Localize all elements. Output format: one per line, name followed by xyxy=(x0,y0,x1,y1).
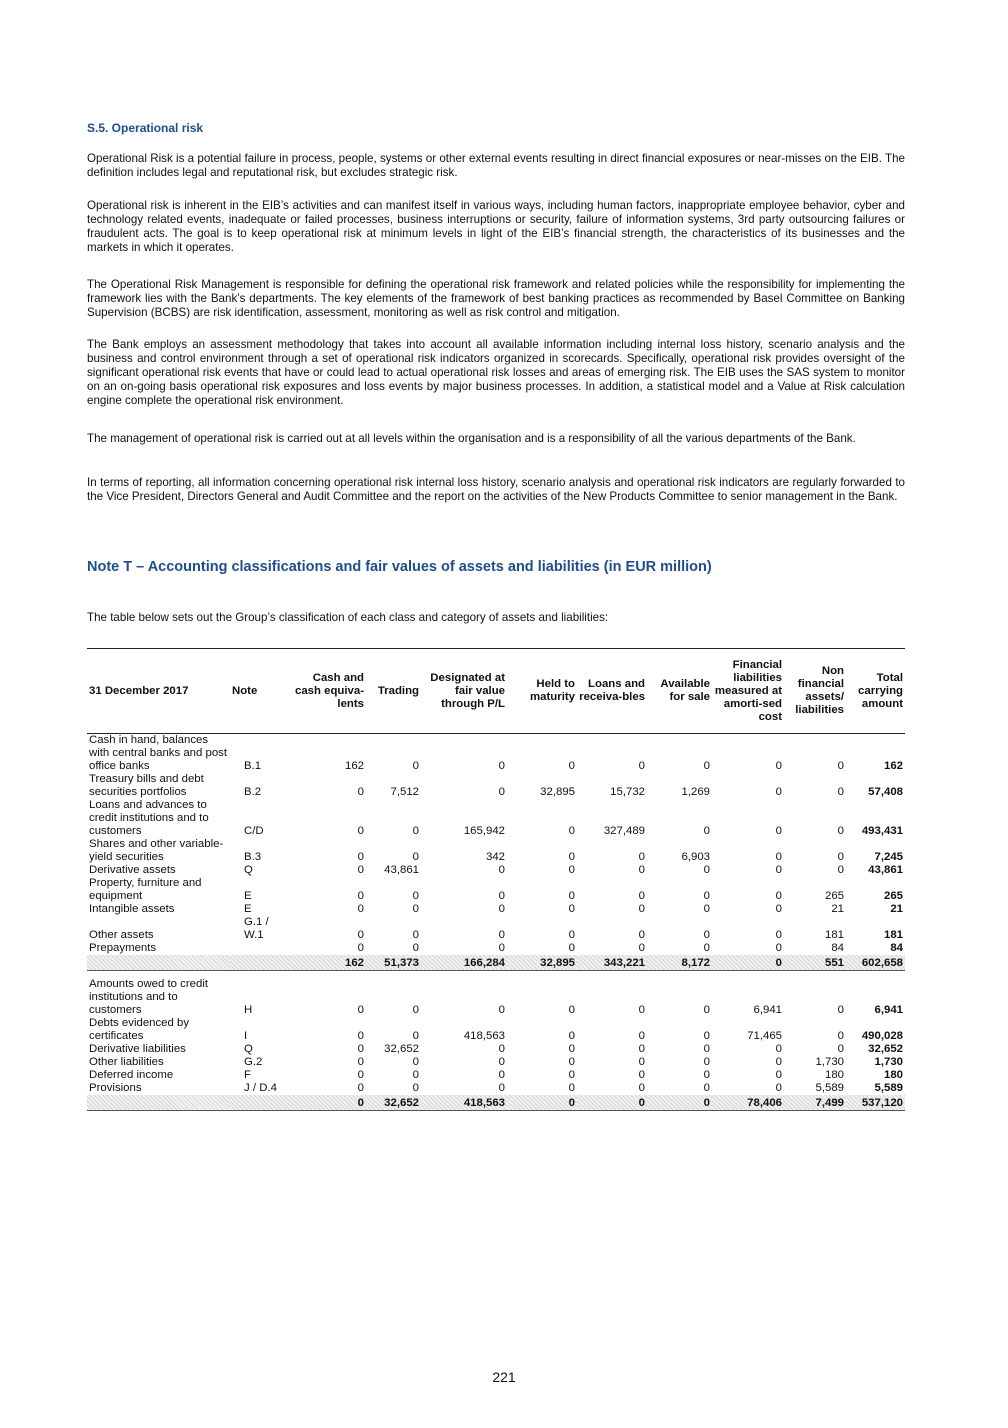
table-row xyxy=(87,773,905,799)
table-cell: 32,652 xyxy=(868,1043,903,1055)
table-cell: 162 xyxy=(344,760,364,772)
table-cell: 0 xyxy=(357,1004,364,1016)
table-cell: 0 xyxy=(638,864,645,876)
total-cell: 162 xyxy=(290,955,366,971)
note-ref: B.2 xyxy=(244,786,262,798)
table-cell: 265 xyxy=(883,890,903,902)
table-cell: 493,431 xyxy=(861,825,903,837)
total-cell: 551 xyxy=(784,955,846,971)
table-cell: 0 xyxy=(638,903,645,915)
table-cell: 6,903 xyxy=(681,851,710,863)
table-cell: 5,589 xyxy=(815,1082,844,1094)
table-row xyxy=(87,1082,905,1095)
table-cell: 0 xyxy=(638,760,645,772)
table-cell: 0 xyxy=(638,851,645,863)
table-cell: 6,941 xyxy=(874,1004,903,1016)
table-cell: 0 xyxy=(775,903,782,915)
table-cell: 0 xyxy=(498,1056,505,1068)
table-row xyxy=(87,1017,905,1043)
table-cell: 0 xyxy=(568,851,575,863)
total-cell: 343,221 xyxy=(577,955,647,971)
table-cell: 0 xyxy=(412,1082,419,1094)
table-row xyxy=(87,1056,905,1069)
table-row xyxy=(87,877,905,903)
row-label: Shares and other variable-yield securities xyxy=(89,838,224,863)
note-ref: F xyxy=(244,1069,251,1081)
table-cell: 0 xyxy=(703,825,710,837)
total-cell: 537,120 xyxy=(846,1095,905,1111)
section-spacer xyxy=(87,971,905,979)
table-cell: 0 xyxy=(568,760,575,772)
table-cell: 0 xyxy=(775,825,782,837)
table-cell: 15,732 xyxy=(610,786,645,798)
table-cell: 7,245 xyxy=(874,851,903,863)
table-cell: 0 xyxy=(357,890,364,902)
column-header: Loans and receiva-bles xyxy=(577,649,647,734)
table-cell: 0 xyxy=(412,1056,419,1068)
column-header: Cash and cash equiva-lents xyxy=(290,649,366,734)
table-cell: 0 xyxy=(638,1030,645,1042)
table-cell: 0 xyxy=(568,1030,575,1042)
table-row xyxy=(87,1043,905,1056)
table-cell: 0 xyxy=(357,1082,364,1094)
table-cell: 0 xyxy=(703,903,710,915)
note-ref: B.3 xyxy=(244,851,262,863)
table-cell: 0 xyxy=(638,942,645,954)
table-cell: 0 xyxy=(412,929,419,941)
note-ref: B.1 xyxy=(244,760,262,772)
table-row xyxy=(87,1069,905,1082)
table-cell: 0 xyxy=(412,942,419,954)
table-header-row xyxy=(87,649,905,734)
table-cell: 0 xyxy=(638,929,645,941)
table-cell: 0 xyxy=(568,1056,575,1068)
table-cell: 0 xyxy=(498,929,505,941)
table-cell: 43,861 xyxy=(868,864,903,876)
table-cell: 0 xyxy=(703,1030,710,1042)
table-cell: 43,861 xyxy=(384,864,419,876)
table-cell: 181 xyxy=(824,929,844,941)
row-label: Deferred income xyxy=(89,1069,174,1081)
table-cell: 0 xyxy=(498,1043,505,1055)
total-cell: 7,499 xyxy=(784,1095,846,1111)
table-cell: 0 xyxy=(837,851,844,863)
table-cell: 0 xyxy=(775,1069,782,1081)
row-label: Loans and advances to credit institutions and to customers xyxy=(89,799,209,837)
table-cell: 0 xyxy=(357,929,364,941)
table-cell: 0 xyxy=(638,1069,645,1081)
section-title: S.5. Operational risk xyxy=(87,121,204,135)
total-cell: 602,658 xyxy=(846,955,905,971)
table-cell: 21 xyxy=(831,903,844,915)
table-cell: 0 xyxy=(703,760,710,772)
row-label: Derivative liabilities xyxy=(89,1043,186,1055)
table-cell: 0 xyxy=(775,864,782,876)
table-cell: 0 xyxy=(703,864,710,876)
table-cell: 57,408 xyxy=(868,786,903,798)
table-cell: 0 xyxy=(638,1056,645,1068)
table-cell: 0 xyxy=(357,1069,364,1081)
table-cell: 84 xyxy=(890,942,903,954)
table-row xyxy=(87,838,905,864)
table-cell: 0 xyxy=(703,1069,710,1081)
column-header: Trading xyxy=(366,649,421,734)
row-label: Derivative assets xyxy=(89,864,176,876)
note-ref: G.2 xyxy=(244,1056,263,1068)
table-cell: 32,895 xyxy=(540,786,575,798)
table-cell: 0 xyxy=(498,942,505,954)
row-label: Provisions xyxy=(89,1082,142,1094)
total-cell: 418,563 xyxy=(421,1095,507,1111)
row-label: Treasury bills and debt securities portfolios xyxy=(89,773,204,798)
table-cell: 0 xyxy=(775,1043,782,1055)
note-ref: G.1 / W.1 xyxy=(244,916,269,941)
row-label: Property, furniture and equipment xyxy=(89,877,202,902)
table-cell: 0 xyxy=(412,1004,419,1016)
table-cell: 0 xyxy=(703,1056,710,1068)
table-cell: 32,652 xyxy=(384,1043,419,1055)
table-cell: 7,512 xyxy=(390,786,419,798)
table-cell: 21 xyxy=(890,903,903,915)
assets-section xyxy=(87,734,905,971)
table-cell: 0 xyxy=(357,1043,364,1055)
total-cell xyxy=(230,1095,290,1111)
table-cell: 0 xyxy=(498,864,505,876)
table-row xyxy=(87,916,905,942)
total-cell: 51,373 xyxy=(366,955,421,971)
table-cell: 0 xyxy=(357,903,364,915)
table-cell: 0 xyxy=(837,825,844,837)
row-label: Amounts owed to credit institutions and to customers xyxy=(89,978,209,1016)
table-cell: 0 xyxy=(568,942,575,954)
row-label: Other assets xyxy=(89,929,154,941)
table-cell: 0 xyxy=(703,1043,710,1055)
table-cell: 0 xyxy=(703,1082,710,1094)
table-cell: 0 xyxy=(357,864,364,876)
table-cell: 0 xyxy=(638,890,645,902)
table-cell: 0 xyxy=(357,786,364,798)
page-number: 221 xyxy=(492,1369,516,1385)
table-cell: 0 xyxy=(498,1004,505,1016)
column-header: Designated at fair value through P/L xyxy=(421,649,507,734)
table-cell: 0 xyxy=(568,1082,575,1094)
fair-value-table xyxy=(87,648,905,1111)
table-cell: 0 xyxy=(357,942,364,954)
table-cell: 342 xyxy=(485,851,505,863)
table-cell: 0 xyxy=(775,1056,782,1068)
note-ref: C/D xyxy=(244,825,264,837)
total-cell: 0 xyxy=(290,1095,366,1111)
paragraph: Operational Risk is a potential failure in process, people, systems or other external events resulting in direct financial exposures or near-misses on the EIB. The definition includes legal and reputational risk, but excludes strategic risk. xyxy=(87,152,905,179)
table-row xyxy=(87,942,905,955)
table-cell: 0 xyxy=(498,786,505,798)
table-cell: 0 xyxy=(703,1004,710,1016)
table-cell: 0 xyxy=(775,786,782,798)
total-row xyxy=(87,1095,905,1111)
table-row xyxy=(87,734,905,774)
table-cell: 0 xyxy=(568,929,575,941)
note-title: Note T – Accounting classifications and fair values of assets and liabilities (in EUR million) xyxy=(87,559,712,575)
row-label: Other liabilities xyxy=(89,1056,164,1068)
row-label: Cash in hand, balances with central banks and post office banks xyxy=(89,734,228,772)
table-cell: 0 xyxy=(775,760,782,772)
total-cell: 166,284 xyxy=(421,955,507,971)
table-intro: The table below sets out the Group’s classification of each class and category of assets and liabilities: xyxy=(87,611,609,624)
table-cell: 6,941 xyxy=(753,1004,782,1016)
table-cell: 0 xyxy=(568,825,575,837)
note-ref: E xyxy=(244,903,252,915)
table-cell: 180 xyxy=(883,1069,903,1081)
table-row xyxy=(87,978,905,1017)
table-cell: 0 xyxy=(412,825,419,837)
table-cell: 0 xyxy=(775,929,782,941)
table-row xyxy=(87,799,905,838)
table-cell: 0 xyxy=(568,1004,575,1016)
total-cell: 78,406 xyxy=(712,1095,784,1111)
table-cell: 0 xyxy=(775,890,782,902)
table-cell: 162 xyxy=(883,760,903,772)
table-cell: 0 xyxy=(412,760,419,772)
table-cell: 0 xyxy=(568,890,575,902)
table-cell: 0 xyxy=(357,825,364,837)
table-cell: 5,589 xyxy=(874,1082,903,1094)
total-cell xyxy=(87,1095,230,1111)
table-cell: 0 xyxy=(703,929,710,941)
total-cell: 0 xyxy=(712,955,784,971)
table-cell: 0 xyxy=(775,851,782,863)
table-cell: 0 xyxy=(498,903,505,915)
total-cell: 0 xyxy=(507,1095,577,1111)
total-row xyxy=(87,955,905,971)
paragraph: The management of operational risk is carried out at all levels within the organisation and is a responsibility of all the various departments of the Bank. xyxy=(87,432,856,445)
table-cell: 0 xyxy=(638,1004,645,1016)
table-cell: 1,730 xyxy=(815,1056,844,1068)
note-ref: E xyxy=(244,890,252,902)
paragraph: Operational risk is inherent in the EIB’s activities and can manifest itself in various ways, including human factors, inappropriate employee behavior, cyber and technology related events, inadequate or failed processes, business interruptions or security, failure of information systems, 3rd party outsourcing failures or fraudulent acts. The goal is to keep operational risk at minimum levels in light of the EIB’s financial strength, the characteristics of its businesses and the markets in which it operates. xyxy=(87,199,905,254)
table-cell: 0 xyxy=(837,786,844,798)
table-cell: 0 xyxy=(412,1069,419,1081)
table-cell: 0 xyxy=(498,890,505,902)
table-cell: 0 xyxy=(568,903,575,915)
total-cell: 0 xyxy=(577,1095,647,1111)
column-header: Non financial assets/ liabilities xyxy=(784,649,846,734)
column-header: Note xyxy=(230,649,290,734)
table-cell: 0 xyxy=(837,1043,844,1055)
total-cell: 32,895 xyxy=(507,955,577,971)
column-header: 31 December 2017 xyxy=(87,649,230,734)
note-ref: Q xyxy=(244,1043,253,1055)
table-cell: 0 xyxy=(837,1030,844,1042)
table-cell: 0 xyxy=(357,851,364,863)
row-label: Prepayments xyxy=(89,942,157,954)
table-cell: 0 xyxy=(568,1069,575,1081)
total-cell: 8,172 xyxy=(647,955,712,971)
row-label: Debts evidenced by certificates xyxy=(89,1017,190,1042)
table-cell: 0 xyxy=(837,864,844,876)
table-cell: 418,563 xyxy=(463,1030,505,1042)
note-ref: I xyxy=(244,1030,248,1042)
table-cell: 165,942 xyxy=(463,825,505,837)
table-cell: 181 xyxy=(883,929,903,941)
total-cell xyxy=(87,955,230,971)
table-cell: 180 xyxy=(824,1069,844,1081)
note-ref: Q xyxy=(244,864,253,876)
table-cell: 0 xyxy=(412,903,419,915)
table-cell: 0 xyxy=(837,760,844,772)
table-cell: 0 xyxy=(703,890,710,902)
table-cell: 1,730 xyxy=(874,1056,903,1068)
table-cell: 0 xyxy=(412,890,419,902)
total-cell xyxy=(230,955,290,971)
table-cell: 0 xyxy=(775,942,782,954)
note-ref xyxy=(230,942,290,955)
paragraph: In terms of reporting, all information concerning operational risk internal loss history, scenario analysis and operational risk indicators are regularly forwarded to the Vice President, Directors General and Audit Committee and the report on the activities of the New Products Committee to senior management in the Bank. xyxy=(87,476,905,503)
table-cell: 1,269 xyxy=(681,786,710,798)
table-cell: 0 xyxy=(498,760,505,772)
table-row xyxy=(87,864,905,877)
paragraph: The Bank employs an assessment methodology that takes into account all available information including internal loss history, scenario analysis and the business and control environment through a set of operational risk indicators organized in scorecards. Specifically, operational risk provides oversight of the significant operational risk events that have or could lead to actual operational risk losses and areas of emerging risk. The EIB uses the SAS system to monitor on an on-going basis operational risk exposures and loss events by major business processes. In addition, a statistical model and a Value at Risk calculation engine complete the operational risk environment. xyxy=(87,338,905,407)
table-cell: 0 xyxy=(568,1043,575,1055)
note-ref: J / D.4 xyxy=(244,1082,277,1094)
column-header: Financial liabilities measured at amorti-sed cost xyxy=(712,649,784,734)
table-cell: 327,489 xyxy=(603,825,645,837)
table-cell: 0 xyxy=(412,1030,419,1042)
table-cell: 0 xyxy=(412,851,419,863)
table-row xyxy=(87,903,905,916)
table-cell: 84 xyxy=(831,942,844,954)
column-header: Total carrying amount xyxy=(846,649,905,734)
liabilities-section xyxy=(87,978,905,1111)
paragraph: The Operational Risk Management is responsible for defining the operational risk framework and related policies while the responsibility for implementing the framework lies with the Bank’s departments. The key elements of the framework of best banking practices as recommended by Basel Committee on Banking Supervision (BCBS) are risk identification, assessment, monitoring as well as risk control and mitigation. xyxy=(87,278,905,319)
note-ref: H xyxy=(244,1004,253,1016)
table-cell: 0 xyxy=(837,1004,844,1016)
total-cell: 32,652 xyxy=(366,1095,421,1111)
table-cell: 0 xyxy=(498,1069,505,1081)
column-header: Available for sale xyxy=(647,649,712,734)
table-cell: 265 xyxy=(824,890,844,902)
table-cell: 0 xyxy=(775,1082,782,1094)
table-cell: 0 xyxy=(568,864,575,876)
table-cell: 71,465 xyxy=(747,1030,782,1042)
table-cell: 0 xyxy=(357,1030,364,1042)
table-cell: 0 xyxy=(498,1082,505,1094)
row-label: Intangible assets xyxy=(89,903,175,915)
table-cell: 0 xyxy=(638,1043,645,1055)
total-cell: 0 xyxy=(647,1095,712,1111)
column-header: Held to maturity xyxy=(507,649,577,734)
table-cell: 0 xyxy=(357,1056,364,1068)
table-cell: 490,028 xyxy=(861,1030,903,1042)
table-cell: 0 xyxy=(638,1082,645,1094)
table-cell: 0 xyxy=(703,942,710,954)
